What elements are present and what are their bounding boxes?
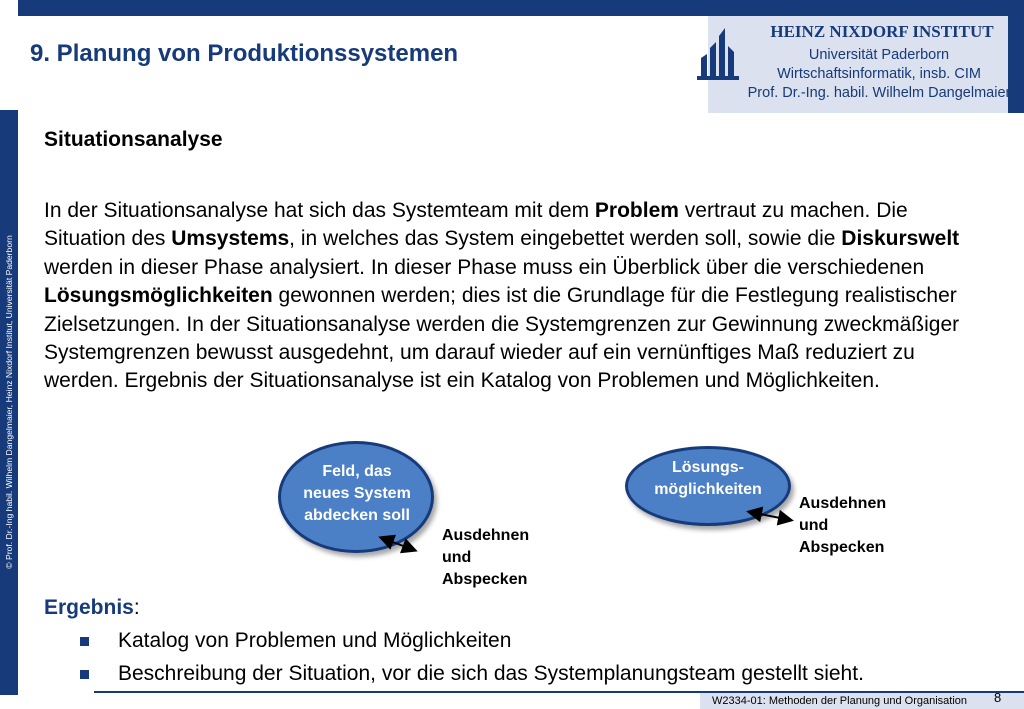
section-heading: Situationsanalyse [44, 128, 223, 151]
right-note-line-2: und [799, 517, 829, 534]
bullet-text: Beschreibung der Situation, vor die sich das Systemplanungsteam gestellt sieht. [118, 662, 864, 685]
professor-line: Prof. Dr.-Ing. habil. Wilhelm Dangelmaier [747, 85, 1011, 101]
left-expand-arrow [382, 538, 414, 550]
paragraph-segment: , in welches das System eingebettet werden soll, sowie die [289, 227, 842, 251]
slide-title: 9. Planung von Produktionssystemen [30, 40, 459, 67]
right-note-line-1: Ausdehnen [799, 495, 887, 512]
right-ellipse-line-1: Lösungs- [672, 459, 744, 476]
result-heading [44, 596, 140, 620]
right-note-line-3: Abspecken [799, 539, 885, 556]
paragraph-keyword: Umsystems [171, 227, 290, 251]
right-expand-arrow [750, 512, 790, 520]
paragraph-keyword: Diskurswelt [841, 227, 960, 251]
right-note [799, 493, 886, 559]
bullet-square-icon [80, 637, 89, 646]
department-line: Wirtschaftsinformatik, insb. CIM [777, 66, 981, 82]
left-note-line-1: Ausdehnen [442, 527, 530, 544]
left-ellipse-line-1: Feld, das [322, 463, 392, 480]
paragraph-segment: gewonnen werden; dies ist die Grundlage für die Festlegung realistischer Zielsetzungen. In der Situationsanalyse werden die Systemgrenzen zur Gewinnung zweckmäßiger Systemgrenzen bewusst ausgedehnt, um darauf wieder auf ein vernünftiges Maß reduziert zu werden. Ergebnis der Situationsanalyse ist ein Katalog von Problemen und Möglichkeiten. [44, 284, 960, 393]
left-note [442, 525, 529, 591]
course-label: W2334-01: Methoden der Planung und Organisation [712, 695, 968, 707]
result-label: Ergebnis [44, 596, 134, 619]
left-ellipse-line-2: neues System [303, 485, 411, 502]
paragraph-segment: werden in dieser Phase analysiert. In dieser Phase muss ein Überblick über die verschiedenen [44, 255, 925, 279]
university-line: Universität Paderborn [808, 47, 950, 63]
institute-name: HEINZ NIXDORF INSTITUT [770, 22, 994, 41]
left-ellipse-line-3: abdecken soll [304, 507, 410, 524]
left-note-line-2: und [442, 549, 472, 566]
bullet-square-icon [80, 670, 89, 679]
result-colon: : [133, 596, 140, 619]
right-ellipse-line-2: möglichkeiten [654, 481, 762, 498]
paragraph-segment: vertraut zu machen. Die Situation des [44, 199, 908, 251]
paragraph-keyword: Problem [594, 199, 679, 222]
left-note-line-3: Abspecken [442, 571, 528, 588]
bullet-text: Katalog von Problemen und Möglichkeiten [118, 629, 512, 652]
page-number: 8 [994, 690, 1002, 705]
copyright-text: © Prof. Dr.-Ing habil. Wilhelm Dangelmaier, Heinz Nixdorf Institut, Universität Paderborn [4, 235, 14, 569]
paragraph-keyword: Lösungsmöglichkeiten [44, 284, 273, 308]
paragraph-segment: In der Situationsanalyse hat sich das Systemteam mit dem [44, 199, 595, 222]
